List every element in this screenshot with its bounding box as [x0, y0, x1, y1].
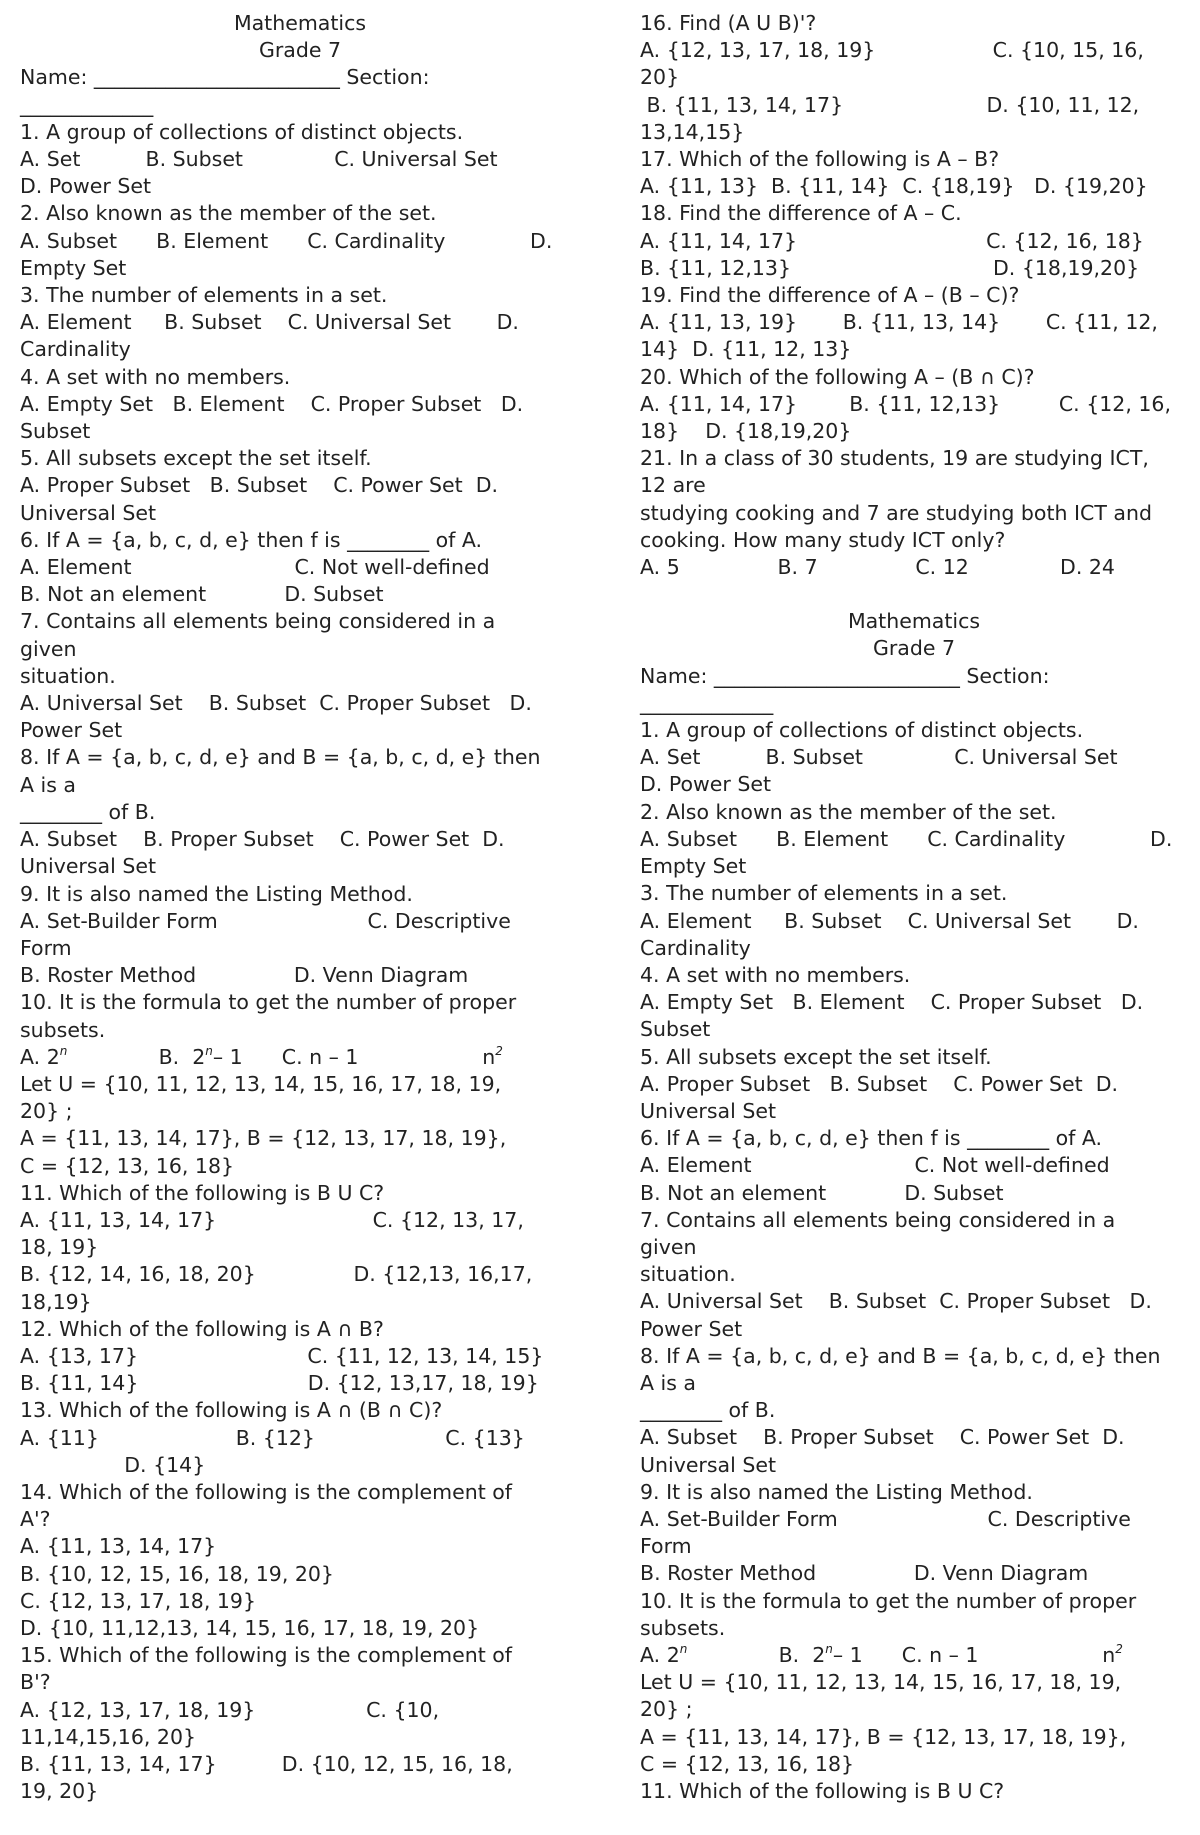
line-text: 21. In a class of 30 students, 19 are studying ICT,: [640, 446, 1149, 471]
worksheet-line: [20, 64, 580, 91]
worksheet-line: [20, 1125, 580, 1152]
line-text: Subset: [640, 1017, 711, 1042]
line-text: A. Subset B. Element C. Cardinality D.: [640, 826, 1173, 851]
line-text: Let U = {10, 11, 12, 13, 14, 15, 16, 17, 18, 19,: [640, 1670, 1122, 1695]
worksheet-line: [640, 1615, 1188, 1642]
worksheet-line: [640, 119, 1188, 146]
worksheet-line: [640, 1778, 1188, 1805]
exponent: n: [205, 1043, 213, 1058]
worksheet-line: [20, 391, 580, 418]
worksheet-line: [20, 636, 580, 663]
line-text: 13,14,15}: [640, 119, 745, 144]
line-text: A. Subset B. Element C. Cardinality D.: [20, 228, 553, 253]
line-text: 2. Also known as the member of the set.: [20, 201, 437, 226]
worksheet-line: [640, 1452, 1188, 1479]
worksheet-line: [20, 1533, 580, 1560]
line-text: 9. It is also named the Listing Method.: [20, 881, 413, 906]
worksheet-line: [640, 1125, 1188, 1152]
line-text: Form: [20, 935, 72, 960]
worksheet-line: [640, 1751, 1188, 1778]
line-text: Grade 7: [258, 38, 342, 63]
line-text: Mathematics: [847, 609, 981, 634]
line-text: 20} ;: [640, 1697, 693, 1722]
line-text: D. {14}: [20, 1452, 206, 1477]
line-text: given: [20, 636, 77, 661]
line-text: A. {11} B. {12} C. {13}: [20, 1425, 525, 1450]
line-text: Universal Set: [640, 1098, 776, 1123]
line-text: subsets.: [640, 1615, 726, 1640]
worksheet-line: [640, 1288, 1188, 1315]
worksheet-line: [640, 10, 1188, 37]
worksheet-line: [640, 663, 1188, 690]
worksheet-line: [20, 1479, 580, 1506]
worksheet-line: [640, 445, 1188, 472]
worksheet-line: [20, 92, 580, 119]
line-text: – 1 C. n – 1 n: [832, 1642, 1116, 1667]
line-text: A. {11, 13} B. {11, 14} C. {18,19} D. {19,20}: [640, 174, 1148, 199]
worksheet-line: [20, 309, 580, 336]
worksheet-line: [20, 989, 580, 1016]
worksheet-line: [20, 962, 580, 989]
worksheet-line: [20, 1316, 580, 1343]
line-text: 9. It is also named the Listing Method.: [640, 1479, 1033, 1504]
line-text: 3. The number of elements in a set.: [640, 881, 1008, 906]
worksheet-line: [20, 1697, 580, 1724]
line-text: B. Roster Method D. Venn Diagram: [20, 963, 469, 988]
line-text: Universal Set: [20, 854, 156, 879]
line-text: Mathematics: [233, 11, 367, 35]
worksheet-line: [20, 1261, 580, 1288]
line-text: 7. Contains all elements being considered in a: [20, 609, 496, 634]
line-text: 8. If A = {a, b, c, d, e} and B = {a, b, c, d, e} then: [640, 1343, 1161, 1368]
line-text: ________ of B.: [20, 799, 156, 824]
line-text: B. {11, 12,13} D. {18,19,20}: [640, 255, 1140, 280]
line-text: 4. A set with no members.: [20, 364, 291, 389]
worksheet-line: [20, 1778, 580, 1805]
line-text: _____________: [640, 690, 774, 715]
worksheet-line: [640, 391, 1188, 418]
line-text: B. Not an element D. Subset: [640, 1180, 1004, 1205]
worksheet-line: [640, 1642, 1188, 1669]
worksheet-line: [20, 1642, 580, 1669]
line-text: B. {10, 12, 15, 16, 18, 19, 20}: [20, 1561, 334, 1586]
worksheet-line: [20, 228, 580, 255]
worksheet-line: [20, 472, 580, 499]
worksheet-line: [640, 173, 1188, 200]
line-text: 14} D. {11, 12, 13}: [640, 337, 852, 362]
worksheet-line: [640, 309, 1188, 336]
worksheet-line: [640, 146, 1188, 173]
worksheet-line: [640, 989, 1188, 1016]
line-text: 1. A group of collections of distinct objects.: [640, 718, 1084, 743]
worksheet-line: [640, 1533, 1188, 1560]
line-text: A'?: [20, 1507, 51, 1532]
worksheet-line: [20, 1153, 580, 1180]
line-text: A. 2: [640, 1642, 680, 1667]
line-text: A. 5 B. 7 C. 12 D. 24: [640, 555, 1115, 580]
worksheet-line: [640, 853, 1188, 880]
worksheet-line: [20, 1397, 580, 1424]
worksheet-line: [640, 1234, 1188, 1261]
worksheet-line: [20, 119, 580, 146]
worksheet-line: [20, 336, 580, 363]
line-text: 15. Which of the following is the complement of: [20, 1643, 513, 1668]
worksheet-line: [640, 1098, 1188, 1125]
line-text: A. Proper Subset B. Subset C. Power Set D.: [640, 1071, 1119, 1096]
worksheet-line: [640, 717, 1188, 744]
line-text: A. 2: [20, 1044, 60, 1069]
line-text: A. Element C. Not well-defined: [640, 1153, 1110, 1178]
worksheet-line: [20, 1234, 580, 1261]
worksheet-heading: [20, 10, 580, 37]
worksheet-line: [640, 200, 1188, 227]
line-text: A. Subset B. Proper Subset C. Power Set D.: [640, 1425, 1125, 1450]
line-text: 8. If A = {a, b, c, d, e} and B = {a, b, c, d, e} then: [20, 745, 541, 770]
line-text: A. {11, 13, 14, 17}: [20, 1534, 217, 1559]
worksheet-line: [640, 500, 1188, 527]
line-text: B. 2: [67, 1044, 206, 1069]
exponent: 2: [495, 1043, 503, 1058]
worksheet-line: [20, 1098, 580, 1125]
worksheet-line: [640, 1207, 1188, 1234]
worksheet-line: [20, 663, 580, 690]
line-text: B. 2: [687, 1642, 826, 1667]
worksheet-line: [20, 1452, 580, 1479]
worksheet-line: [640, 935, 1188, 962]
line-text: Grade 7: [872, 636, 956, 661]
worksheet-line: [640, 472, 1188, 499]
line-text: C = {12, 13, 16, 18}: [640, 1751, 855, 1776]
worksheet-line: [20, 717, 580, 744]
line-text: 6. If A = {a, b, c, d, e} then f is ________ of A.: [640, 1126, 1103, 1151]
worksheet-line: [640, 1016, 1188, 1043]
line-text: A. {12, 13, 17, 18, 19} C. {10, 15, 16,: [640, 38, 1144, 63]
worksheet-line: [20, 1370, 580, 1397]
worksheet-line: [640, 1479, 1188, 1506]
line-text: B'?: [20, 1670, 51, 1695]
worksheet-line: [20, 1588, 580, 1615]
line-text: A. {13, 17} C. {11, 12, 13, 14, 15}: [20, 1343, 544, 1368]
line-text: A. Element B. Subset C. Universal Set D.: [640, 908, 1139, 933]
line-text: 12 are: [640, 473, 706, 498]
line-text: 4. A set with no members.: [640, 962, 911, 987]
worksheet-line: [20, 255, 580, 282]
line-text: A. Proper Subset B. Subset C. Power Set D.: [20, 473, 499, 498]
worksheet-line: [640, 1506, 1188, 1533]
line-text: A = {11, 13, 14, 17}, B = {12, 13, 17, 18, 19},: [640, 1724, 1127, 1749]
worksheet-line: [20, 146, 580, 173]
line-text: 18,19}: [20, 1289, 92, 1314]
exponent: 2: [1115, 1641, 1123, 1656]
line-text: Cardinality: [640, 935, 751, 960]
line-text: A. Universal Set B. Subset C. Proper Subset D.: [20, 691, 532, 716]
line-text: – 1 C. n – 1 n: [212, 1044, 496, 1069]
worksheet-line: [640, 1370, 1188, 1397]
line-text: C. {12, 13, 17, 18, 19}: [20, 1588, 256, 1613]
line-text: A. {11, 14, 17} B. {11, 12,13} C. {12, 16,: [640, 391, 1171, 416]
line-text: Form: [640, 1534, 692, 1559]
line-text: B. Roster Method D. Venn Diagram: [640, 1561, 1089, 1586]
line-text: A. Set B. Subset C. Universal Set: [640, 745, 1118, 770]
worksheet-line: [20, 1180, 580, 1207]
line-text: situation.: [20, 663, 116, 688]
line-text: 20} ;: [20, 1099, 73, 1124]
worksheet-line: [640, 1261, 1188, 1288]
worksheet-line: [20, 690, 580, 717]
worksheet-line: [20, 445, 580, 472]
worksheet-line: [20, 908, 580, 935]
worksheet-heading: [20, 37, 580, 64]
worksheet-line: [20, 418, 580, 445]
worksheet-line: [20, 826, 580, 853]
worksheet-line: [20, 282, 580, 309]
line-text: 17. Which of the following is A – B?: [640, 147, 1000, 172]
worksheet-line: [640, 228, 1188, 255]
line-text: A. {12, 13, 17, 18, 19} C. {10,: [20, 1697, 440, 1722]
line-text: _____________: [20, 92, 154, 117]
worksheet-line: [20, 500, 580, 527]
left-column: [20, 10, 580, 1805]
worksheet-line: [640, 1152, 1188, 1179]
worksheet-line: [640, 744, 1188, 771]
line-text: 10. It is the formula to get the number of proper: [20, 990, 517, 1015]
exponent: n: [825, 1641, 833, 1656]
line-text: 13. Which of the following is A ∩ (B ∩ C)?: [20, 1398, 443, 1423]
worksheet-line: [640, 1180, 1188, 1207]
line-text: situation.: [640, 1262, 736, 1287]
worksheet-line: [20, 1506, 580, 1533]
line-text: 19. Find the difference of A – (B – C)?: [640, 283, 1020, 308]
line-text: 5. All subsets except the set itself.: [640, 1044, 992, 1069]
worksheet-line: [20, 772, 580, 799]
worksheet-line: [20, 527, 580, 554]
line-text: B. {11, 14} D. {12, 13,17, 18, 19}: [20, 1371, 539, 1396]
line-text: A. Set B. Subset C. Universal Set: [20, 147, 498, 172]
line-text: cooking. How many study ICT only?: [640, 527, 1006, 552]
line-text: C = {12, 13, 16, 18}: [20, 1153, 235, 1178]
worksheet-line: [640, 880, 1188, 907]
worksheet-line: [20, 1207, 580, 1234]
line-text: D. {10, 11,12,13, 14, 15, 16, 17, 18, 19, 20}: [20, 1615, 480, 1640]
worksheet-line: [640, 962, 1188, 989]
line-text: Empty Set: [640, 854, 747, 879]
line-text: 18. Find the difference of A – C.: [640, 201, 962, 226]
line-text: B. Not an element D. Subset: [20, 582, 384, 607]
worksheet-line: [20, 881, 580, 908]
line-text: Power Set: [20, 718, 123, 743]
worksheet-line: [640, 255, 1188, 282]
line-text: Name: ________________________ Section:: [20, 65, 430, 90]
worksheet-line: [640, 908, 1188, 935]
worksheet-line: [640, 1044, 1188, 1071]
line-text: given: [640, 1234, 697, 1259]
worksheet-line: [640, 826, 1188, 853]
worksheet-line: [20, 1561, 580, 1588]
worksheet-line: [640, 92, 1188, 119]
line-text: 11. Which of the following is B U C?: [640, 1779, 1005, 1803]
worksheet-line: [20, 200, 580, 227]
worksheet-line: [20, 1615, 580, 1642]
worksheet-line: [20, 1343, 580, 1370]
line-text: A. Subset B. Proper Subset C. Power Set D.: [20, 827, 505, 852]
line-text: 3. The number of elements in a set.: [20, 283, 388, 308]
worksheet-line: [20, 581, 580, 608]
worksheet-line: [20, 935, 580, 962]
line-text: Name: ________________________ Section:: [640, 663, 1050, 688]
worksheet-heading: [640, 635, 1188, 662]
worksheet-line: [20, 853, 580, 880]
line-text: A. Element B. Subset C. Universal Set D.: [20, 310, 519, 335]
line-text: B. {11, 13, 14, 17} D. {10, 12, 15, 16, 18,: [20, 1752, 513, 1776]
worksheet-line: [20, 1751, 580, 1778]
worksheet-line: [640, 1669, 1188, 1696]
worksheet-line: [640, 1588, 1188, 1615]
worksheet-line: [20, 1669, 580, 1696]
worksheet-line: [640, 37, 1188, 64]
line-text: 10. It is the formula to get the number of proper: [640, 1588, 1137, 1613]
worksheet-line: [640, 1071, 1188, 1098]
line-text: D. Power Set: [640, 772, 771, 797]
worksheet-line: [20, 1044, 580, 1071]
worksheet-line: [640, 799, 1188, 826]
line-text: A. {11, 13, 19} B. {11, 13, 14} C. {11, 12,: [640, 310, 1158, 335]
line-text: 14. Which of the following is the complement of: [20, 1479, 513, 1504]
line-text: 1. A group of collections of distinct objects.: [20, 119, 464, 144]
line-text: A. Empty Set B. Element C. Proper Subset D.: [640, 990, 1144, 1015]
line-text: 2. Also known as the member of the set.: [640, 799, 1057, 824]
line-text: 18} D. {18,19,20}: [640, 419, 852, 444]
exponent: n: [679, 1641, 688, 1656]
worksheet-line: [640, 1343, 1188, 1370]
line-text: A. Element C. Not well-defined: [20, 555, 490, 580]
worksheet-line: [20, 799, 580, 826]
worksheet-line: [640, 1424, 1188, 1451]
line-text: A. Empty Set B. Element C. Proper Subset D.: [20, 391, 524, 416]
worksheet-line: [640, 1696, 1188, 1723]
exponent: n: [59, 1043, 68, 1058]
worksheet-line: [20, 173, 580, 200]
line-text: Universal Set: [20, 500, 156, 525]
worksheet-line: [640, 336, 1188, 363]
line-text: B. {11, 13, 14, 17} D. {10, 11, 12,: [640, 92, 1140, 117]
line-text: A. Universal Set B. Subset C. Proper Subset D.: [640, 1289, 1152, 1314]
worksheet-line: [640, 554, 1188, 581]
line-text: 12. Which of the following is A ∩ B?: [20, 1316, 384, 1341]
line-text: ________ of B.: [640, 1398, 776, 1423]
worksheet-line: [640, 418, 1188, 445]
line-text: A. {11, 13, 14, 17} C. {12, 13, 17,: [20, 1207, 524, 1232]
line-text: 16. Find (A U B)'?: [640, 11, 817, 35]
line-text: subsets.: [20, 1017, 106, 1042]
line-text: 11,14,15,16, 20}: [20, 1724, 197, 1749]
worksheet-line: [20, 364, 580, 391]
line-text: A. {11, 14, 17} C. {12, 16, 18}: [640, 228, 1144, 253]
right-column: [640, 10, 1188, 1805]
worksheet-line: [640, 1560, 1188, 1587]
worksheet-line: [20, 1425, 580, 1452]
worksheet-line: [20, 608, 580, 635]
section-gap: [640, 581, 1188, 608]
worksheet-line: [640, 64, 1188, 91]
worksheet-line: [640, 1316, 1188, 1343]
worksheet-line: [640, 527, 1188, 554]
line-text: Universal Set: [640, 1452, 776, 1477]
line-text: B. {12, 14, 16, 18, 20} D. {12,13, 16,17,: [20, 1262, 533, 1287]
line-text: 19, 20}: [20, 1779, 99, 1804]
line-text: A. Set-Builder Form C. Descriptive: [640, 1506, 1131, 1531]
line-text: 11. Which of the following is B U C?: [20, 1180, 385, 1205]
line-text: Empty Set: [20, 255, 127, 280]
line-text: Subset: [20, 419, 91, 444]
line-text: 7. Contains all elements being considered in a: [640, 1207, 1116, 1232]
worksheet-line: [640, 690, 1188, 717]
line-text: 20. Which of the following A – (B ∩ C)?: [640, 364, 1035, 389]
line-text: A is a: [640, 1370, 696, 1395]
worksheet-line: [640, 1724, 1188, 1751]
line-text: 20}: [640, 65, 680, 90]
worksheet-line: [20, 744, 580, 771]
line-text: 6. If A = {a, b, c, d, e} then f is ________ of A.: [20, 527, 483, 552]
worksheet-line: [640, 1397, 1188, 1424]
worksheet-heading: [640, 608, 1188, 635]
worksheet-line: [20, 1724, 580, 1751]
line-text: A = {11, 13, 14, 17}, B = {12, 13, 17, 18, 19},: [20, 1126, 507, 1151]
worksheet-line: [640, 771, 1188, 798]
worksheet-line: [20, 1017, 580, 1044]
line-text: studying cooking and 7 are studying both ICT and: [640, 500, 1152, 525]
worksheet-line: [640, 364, 1188, 391]
worksheet-line: [20, 1289, 580, 1316]
line-text: 18, 19}: [20, 1235, 99, 1260]
worksheet-line: [20, 554, 580, 581]
line-text: A. Set-Builder Form C. Descriptive: [20, 908, 511, 933]
worksheet-line: [20, 1071, 580, 1098]
line-text: Let U = {10, 11, 12, 13, 14, 15, 16, 17, 18, 19,: [20, 1071, 502, 1096]
line-text: Power Set: [640, 1316, 743, 1341]
line-text: A is a: [20, 772, 76, 797]
worksheet-line: [640, 282, 1188, 309]
line-text: 5. All subsets except the set itself.: [20, 446, 372, 471]
line-text: Cardinality: [20, 337, 131, 362]
line-text: D. Power Set: [20, 174, 151, 199]
